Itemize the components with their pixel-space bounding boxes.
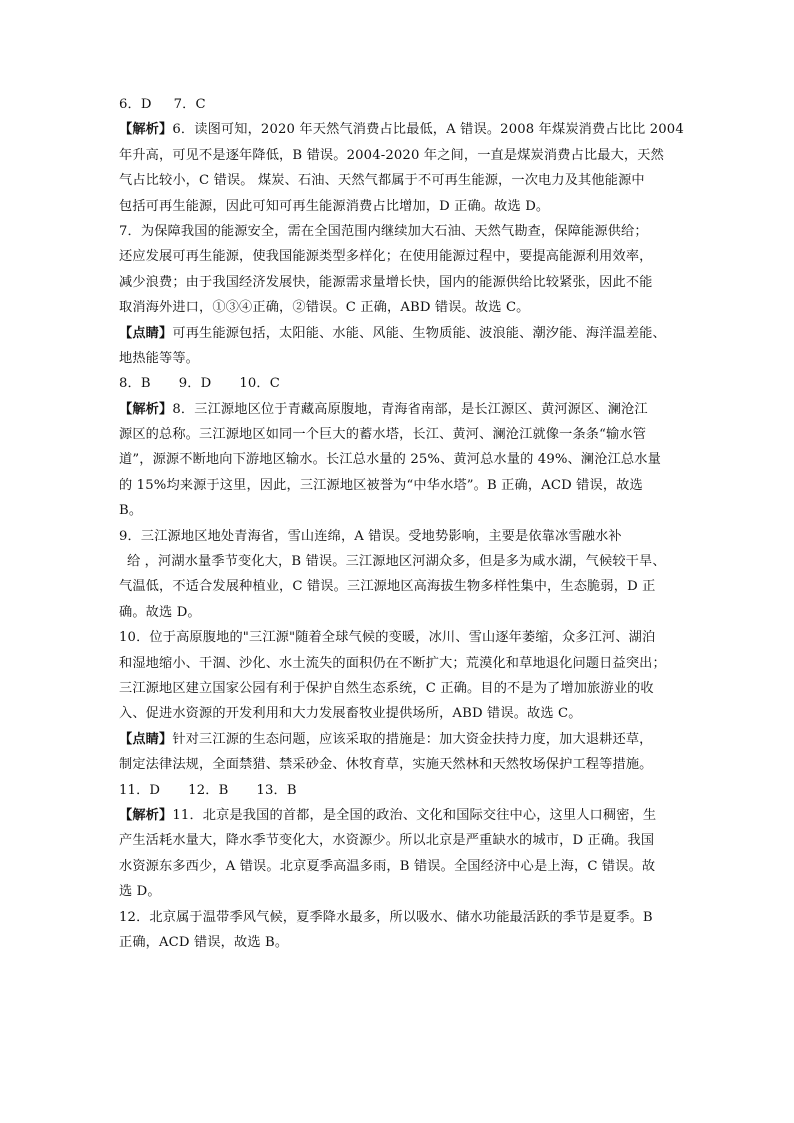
section-tag: 【点睛】 [119, 731, 173, 747]
answer-item: 11．D [119, 782, 161, 798]
paragraph-text: 8．三江源地区位于青藏高原腹地，青海省南部，是长江源区、黄河源区、澜沧江 [172, 401, 648, 417]
paragraph-text: 9．三江源地区地处青海省，雪山连绵，A 错误。受地势影响，主要是依靠冰雪融水补 [119, 528, 622, 544]
answer-item: 13．B [256, 782, 297, 798]
paragraph-text: 正确，ACD 错误，故选 B。 [119, 934, 289, 950]
section-heading-line [119, 727, 679, 752]
paragraph-line [119, 194, 679, 219]
paragraph-line [119, 168, 679, 193]
paragraph-text: 10．位于高原腹地的"三江源"随着全球气候的变暖，冰川、雪山逐年萎缩，众多江河、湖泊 [119, 630, 656, 646]
paragraph-line [119, 651, 679, 676]
section-heading-line [119, 321, 679, 346]
answer-item: 6．D [119, 97, 152, 112]
answer-item: 12．B [188, 782, 229, 798]
paragraph-line [119, 625, 679, 650]
section-tag: 【解析】 [119, 122, 173, 138]
paragraph-text: 确。故选 D。 [119, 604, 201, 620]
paragraph-text: 水资源东多西少，A 错误。北京夏季高温多雨，B 错误。全国经济中心是上海，C 错误。故 [119, 858, 656, 874]
document-page [119, 92, 684, 955]
paragraph-text: 7．为保障我国的能源安全，需在全国范围内继续加大石油、天然气勘查，保障能源供给； [119, 223, 648, 239]
paragraph-text: 减少浪费；由于我国经济发展快，能源需求量增长快，国内的能源供给比较紧张，因此不能 [119, 274, 653, 290]
paragraph-text: 三江源地区建立国家公园有利于保护自然生态系统，C 正确。目的不是为了增加旅游业的收 [119, 680, 654, 696]
paragraph-line [119, 879, 679, 904]
paragraph-text: 产生活耗水量大，降水季节变化大，水资源少。所以北京是严重缺水的城市，D 正确。我国 [119, 833, 655, 849]
paragraph-line [119, 600, 679, 625]
paragraph-line [119, 447, 679, 472]
paragraph-text: 和湿地缩小、干涸、沙化、水土流失的面积仍在不断扩大；荒漠化和草地退化问题日益突出； [119, 655, 666, 671]
paragraph-line [119, 346, 679, 371]
paragraph-text: 地热能等等。 [119, 350, 200, 366]
paragraph-text: 还应发展可再生能源，使我国能源类型多样化；在使用能源过程中，要提高能源利用效率， [119, 249, 653, 265]
paragraph-text: 针对三江源的生态问题，应该采取的措施是：加大资金扶持力度，加大退耕还草， [172, 731, 653, 747]
paragraph-text: B。 [119, 503, 143, 519]
paragraph-text: 源区的总称。三江源地区如同一个巨大的蓄水塔，长江、黄河、澜沧江就像一条条“输水管 [119, 427, 647, 443]
paragraph-line [119, 270, 679, 295]
answer-item: 7．C [173, 97, 206, 112]
section-heading-line [119, 117, 684, 142]
paragraph-line [119, 676, 679, 701]
paragraph-line [119, 930, 679, 955]
paragraph-line [119, 498, 679, 523]
section-tag: 【解析】 [119, 807, 173, 823]
paragraph-text: 气占比较小，C 错误。 煤炭、石油、天然气都属于不可再生能源，一次电力及其他能源中 [119, 173, 645, 189]
section-heading-line [119, 397, 679, 422]
paragraph-text: 道”，源源不断地向下游地区输水。长江总水量的 25%、黄河总水量的 49%、澜沧江总水量 [119, 452, 661, 468]
answer-item: 10．C [239, 376, 280, 392]
paragraph-text: 年升高，可见不是逐年降低，B 错误。2004-2020 年之间，一直是煤炭消费占比最大，天然 [119, 147, 664, 163]
paragraph-line [119, 143, 679, 168]
paragraph-line [119, 828, 679, 853]
paragraph-line [119, 524, 679, 549]
paragraph-text: 取消海外进口，①③④正确，②错误。C 正确，ABD 错误。故选 C。 [119, 300, 530, 316]
paragraph-text: 可再生能源包括，太阳能、水能、风能、生物质能、波浪能、潮汐能、海洋温差能、 [172, 325, 666, 341]
section-tag: 【点睛】 [119, 325, 173, 341]
section-tag: 【解析】 [119, 401, 173, 417]
paragraph-text: 6．读图可知，2020 年天然气消费占比最低，A 错误。2008 年煤炭消费占比比 2004 [172, 122, 684, 138]
paragraph-line [119, 549, 679, 574]
paragraph-line [119, 905, 679, 930]
answer-key-line [119, 92, 679, 117]
paragraph-text: 包括可再生能源，因此可知可再生能源消费占比增加，D 正确。故选 D。 [119, 198, 550, 214]
paragraph-text: 入、促进水资源的开发利用和大力发展畜牧业提供场所，ABD 错误。故选 C。 [119, 706, 582, 722]
paragraph-text: 气温低，不适合发展种植业，C 错误。三江源地区高海拔生物多样性集中，生态脆弱，D 正 [119, 579, 656, 595]
paragraph-text: 选 D。 [119, 884, 161, 900]
answer-item: 8．B [119, 376, 151, 392]
paragraph-line [119, 219, 679, 244]
paragraph-line [119, 295, 679, 320]
paragraph-text: 的 15%均来源于这里，因此，三江源地区被誉为“中华水塔”。B 正确，ACD 错误，故选 [119, 477, 643, 493]
section-heading-line [119, 803, 679, 828]
paragraph-line [119, 574, 679, 599]
paragraph-text: 制定法律法规，全面禁猎、禁采砂金、休牧育草，实施天然林和天然牧场保护工程等措施。 [119, 757, 653, 773]
answer-item: 9．D [178, 376, 212, 392]
paragraph-line [119, 422, 679, 447]
answer-key-line [119, 778, 679, 803]
answer-key-line [119, 371, 679, 396]
paragraph-line [119, 854, 679, 879]
paragraph-line [119, 244, 679, 269]
paragraph-line [119, 752, 679, 777]
paragraph-text: 给 ，河湖水量季节变化大，B 错误。三江源地区河湖众多，但是多为咸水湖，气候较干旱、 [127, 554, 666, 570]
paragraph-line [119, 701, 679, 726]
paragraph-text: 11．北京是我国的首都，是全国的政治、文化和国际交往中心，这里人口稠密，生 [172, 807, 657, 823]
paragraph-text: 12．北京属于温带季风气候，夏季降水最多，所以吸水、储水功能最活跃的季节是夏季。B [119, 909, 653, 925]
paragraph-line [119, 473, 679, 498]
